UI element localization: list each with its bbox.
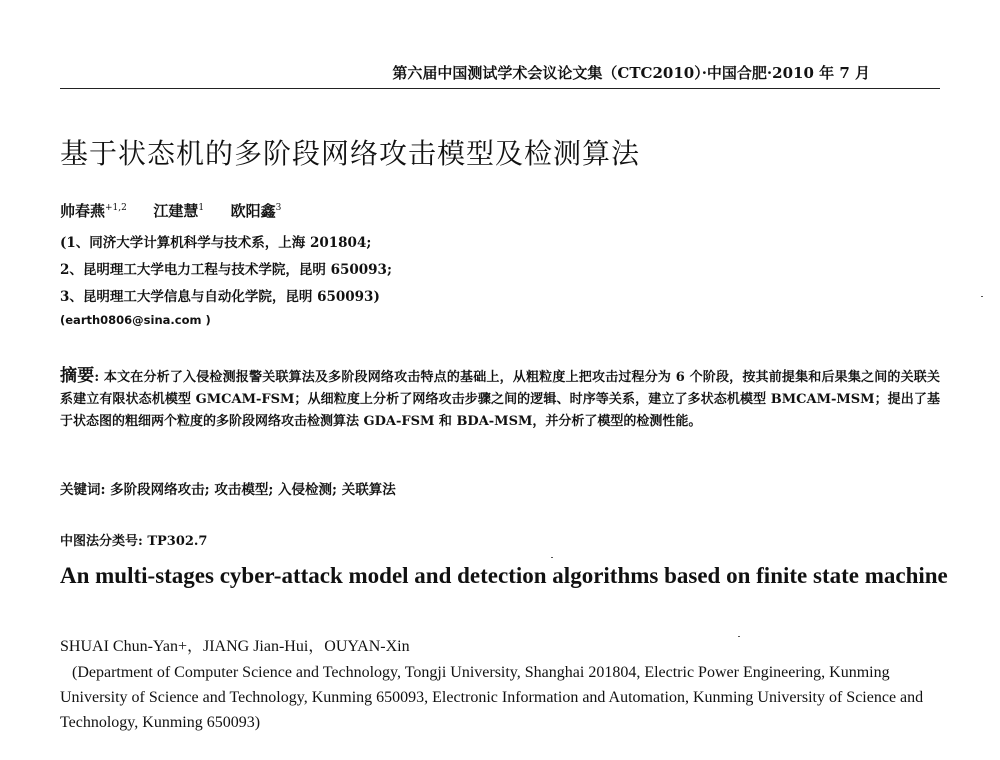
- scan-speck: [981, 296, 983, 297]
- author-email: (earth0806@sina.com ): [60, 313, 211, 327]
- english-affiliation: (Department of Computer Science and Technology, Tongji University, Shanghai 201804, Electric Power Engineering, Kunming University of Science and Technology, Kunming 650093, Electronic Information and Automation, Kunming University of Science and Technology, Kunming 650093): [60, 664, 924, 731]
- scan-speck: [738, 636, 740, 637]
- abstract-text: : 本文在分析了入侵检测报警关联算法及多阶段网络攻击特点的基础上，从粗粒度上把攻击过程分为 6 个阶段，按其前提集和后果集之间的关联关系建立有限状态机模型 GMCAM-FSM；从细粒度上分析了网络攻击步骤之间的逻辑、时序等关系，建立了多状态机模型 BMCAM-MSM；提出了基于状态图的粗细两个粒度的多阶段网络攻击检测算法 GDA-FSM 和 BDA-MSM，并分析了模型的检测性能。: [60, 370, 940, 429]
- chinese-authors: [60, 200, 281, 221]
- header-rule: [60, 88, 940, 89]
- abstract: [60, 365, 940, 433]
- author-superscript: +1,2: [105, 203, 127, 213]
- classification-number: 中图法分类号: TP302.7: [60, 534, 208, 549]
- affiliation-line: 2、昆明理工大学电力工程与技术学院，昆明 650093;: [60, 262, 392, 278]
- english-title: An multi-stages cyber-attack model and detection algorithms based on finite state machine: [60, 563, 948, 588]
- english-authors: SHUAI Chun-Yan+，JIANG Jian-Hui，OUYAN-Xin: [60, 638, 410, 655]
- author-name: 欧阳鑫: [230, 202, 276, 220]
- scan-speck: [551, 557, 553, 558]
- keywords: 关键词: 多阶段网络攻击; 攻击模型; 入侵检测; 关联算法: [60, 482, 396, 498]
- running-header: 第六届中国测试学术会议论文集（CTC2010）·中国合肥·2010 年 7 月: [392, 64, 870, 82]
- author-superscript: 3: [275, 203, 282, 213]
- affiliation-line: (1、同济大学计算机科学与技术系，上海 201804;: [60, 235, 372, 251]
- author-name: 帅春燕: [60, 202, 106, 220]
- chinese-title: 基于状态机的多阶段网络攻击模型及检测算法: [60, 137, 641, 170]
- affiliation-line: 3、昆明理工大学信息与自动化学院，昆明 650093): [60, 289, 380, 305]
- author-name: 江建慧: [153, 202, 199, 220]
- author-superscript: 1: [198, 203, 205, 213]
- abstract-label: 摘要: [60, 366, 95, 386]
